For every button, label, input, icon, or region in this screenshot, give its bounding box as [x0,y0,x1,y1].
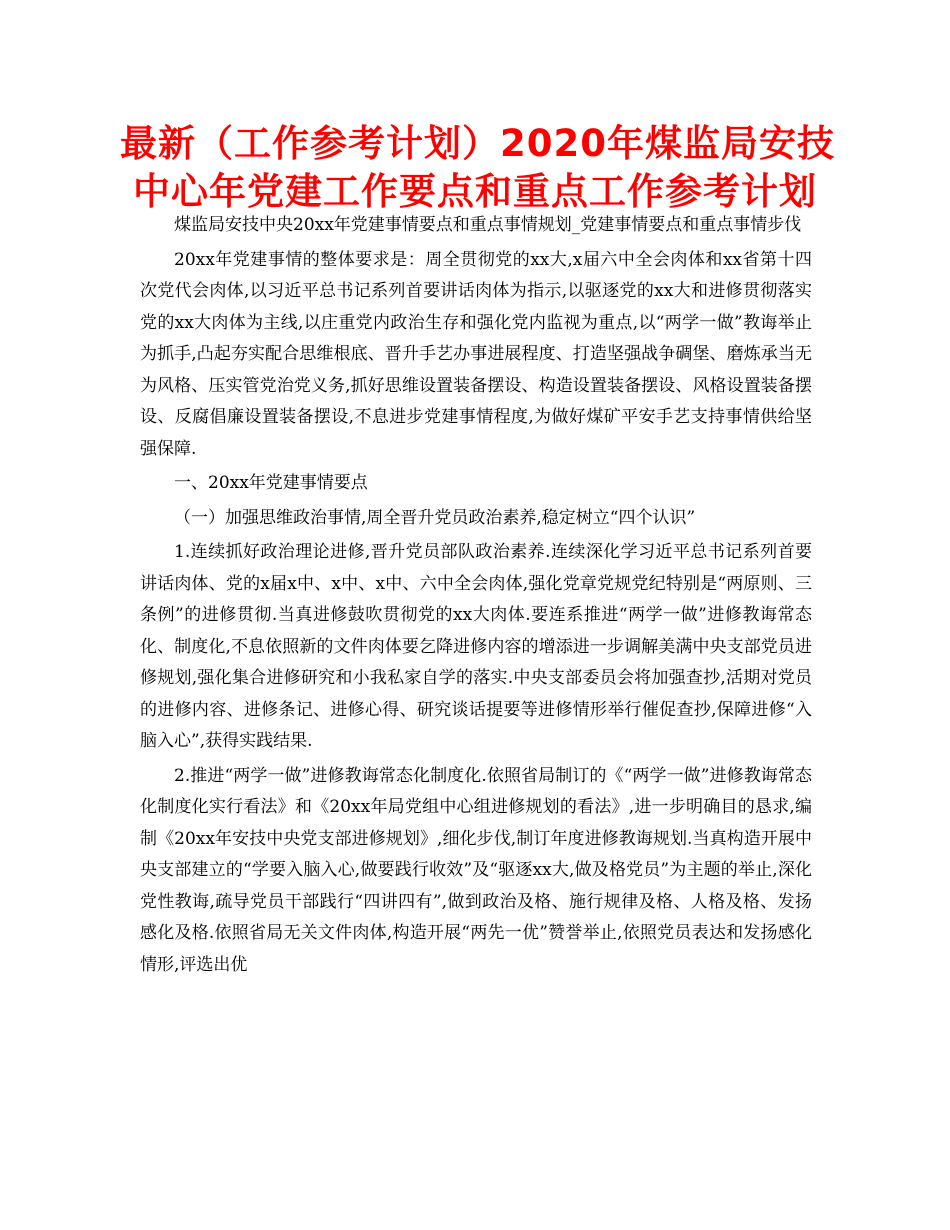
document-title [120,120,835,216]
section-heading-1: 一、20xx年党建事情要点 [174,473,368,493]
paragraph-item-2: 2.推进“两学一做”进修教诲常态化制度化.依照省局制订的《“两学一做”进修教诲常态化制度化实行看法》和《20xx年局党组中心组进修规划的看法》,进一步明确目的恳求,编制《20xx年安技中央党支部进修规划》,细化步伐,制订年度进修教诲规划.当真构造开展中央支部建立的“学要入脑入心,做要践行收效”及“驱逐xx大,做及格党员”为主题的举止,深化党性教诲,疏导党员干部践行“四讲四有”,做到政治及格、施行规律及格、人格及格、发扬感化及格.依照省局无关文件肉体,构造开展“两先一优”赞誉举止,依照党员表达和发扬感化情形,评选出优 [140,765,812,975]
title-line-2: 中心年党建工作要点和重点工作参考计划 [133,170,817,213]
document-body [140,210,812,984]
paragraph-subtitle: 煤监局安技中央20xx年党建事情要点和重点事情规划_党建事情要点和重点事情步伐 [174,215,802,235]
title-line-1: 最新（工作参考计划）2020年煤监局安技 [120,122,835,165]
subsection-heading-1: （一）加强思维政治事情,周全晋升党员政治素养,稳定树立“四个认识” [174,507,696,528]
paragraph-item-1: 1.连续抓好政治理论进修,晋升党员部队政治素养.连续深化学习近平总书记系列首要讲话肉体、党的x届x中、x中、x中、六中全会肉体,强化党章党规党纪特别是“两原则、三条例”的进修贯彻.当真进修鼓吹贯彻党的xx大肉体.要连系推进“两学一做”进修教诲常态化、制度化,不息依照新的文件肉体要乞降进修内容的增添进一步调解美满中央支部党员进修规划,强化集合进修研究和小我私家自学的落实.中央支部委员会将加强查抄,活期对党员的进修内容、进修条记、进修心得、研究谈话提要等进修情形举行催促查抄,保障进修“入脑入心”,获得实践结果. [140,542,812,751]
paragraph-overall-requirements: 20xx年党建事情的整体要求是：周全贯彻党的xx大,x届六中全会肉体和xx省第十四次党代会肉体,以习近平总书记系列首要讲话肉体为指示,以驱逐党的xx大和进修贯彻落实党的xx大肉体为主线,以庄重党内政治生存和强化党内监视为重点,以“两学一做”教诲举止为抓手,凸起夯实配合思维根底、晋升手艺办事进展程度、打造坚强战争碉堡、磨炼承当无为风格、压实管党治党义务,抓好思维设置装备摆设、构造设置装备摆设、风格设置装备摆设、反腐倡廉设置装备摆设,不息进步党建事情程度,为做好煤矿平安手艺支持事情供给坚强保障. [140,249,812,459]
